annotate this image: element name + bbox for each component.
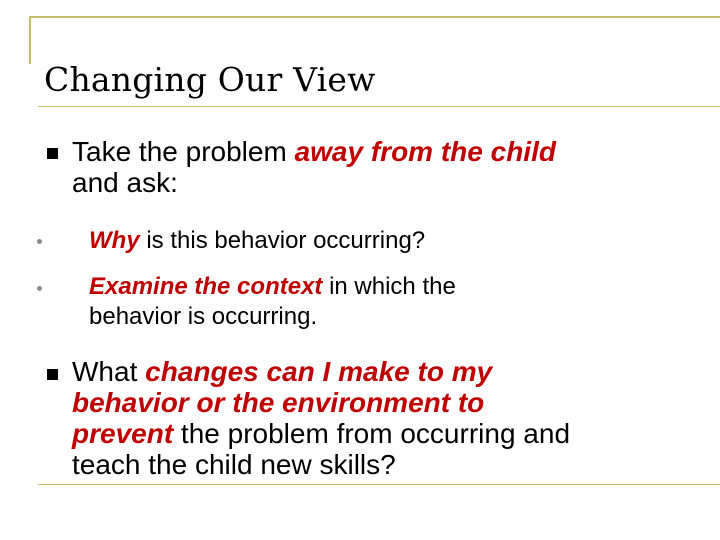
title-rule [38, 106, 720, 107]
bullet-2-line-3 [72, 418, 570, 449]
bullet-2 [72, 356, 570, 480]
sub-bullet-2-text: in which the [322, 273, 456, 300]
bullet-2-continuation: teach the child new skills? [72, 449, 396, 480]
sub-bullet-2-line-2 [89, 302, 456, 332]
sub-bullet-2-line-1 [89, 272, 456, 302]
bullet-1-continuation: and ask: [72, 167, 178, 198]
bullet-2-text-c: the problem from occurring and [173, 418, 571, 449]
bullet-1-line-1 [72, 136, 556, 167]
slide-title: Changing Our View [44, 60, 376, 99]
left-rule [29, 16, 31, 64]
bullet-2-emphasis-c: prevent [72, 418, 174, 449]
bullet-2-line-2 [72, 387, 570, 418]
square-bullet-icon [47, 369, 58, 380]
dot-bullet-icon [37, 286, 42, 291]
square-bullet-icon [47, 148, 58, 159]
dot-bullet-icon [37, 239, 42, 244]
sub-bullet-1-text: is this behavior occurring? [139, 227, 426, 254]
sub-bullet-1 [89, 226, 425, 256]
bullet-2-emphasis-b: behavior or the environment to [72, 387, 485, 418]
bullet-1-line-2 [72, 167, 556, 198]
bullet-2-emphasis-a: changes can I make to my [145, 356, 493, 387]
bottom-rule [38, 484, 720, 485]
bullet-1-text: Take the problem [72, 136, 295, 167]
bullet-1 [72, 136, 556, 198]
sub-bullet-2 [89, 272, 456, 332]
bullet-2-line-1 [72, 356, 570, 387]
sub-bullet-2-emphasis: Examine the context [89, 273, 323, 300]
bullet-2-text: What [72, 356, 146, 387]
sub-bullet-1-emphasis: Why [89, 227, 140, 254]
top-rule [29, 16, 720, 18]
bullet-1-emphasis: away from the child [294, 136, 556, 167]
bullet-2-line-4 [72, 449, 570, 480]
sub-bullet-2-continuation: behavior is occurring. [89, 303, 318, 330]
